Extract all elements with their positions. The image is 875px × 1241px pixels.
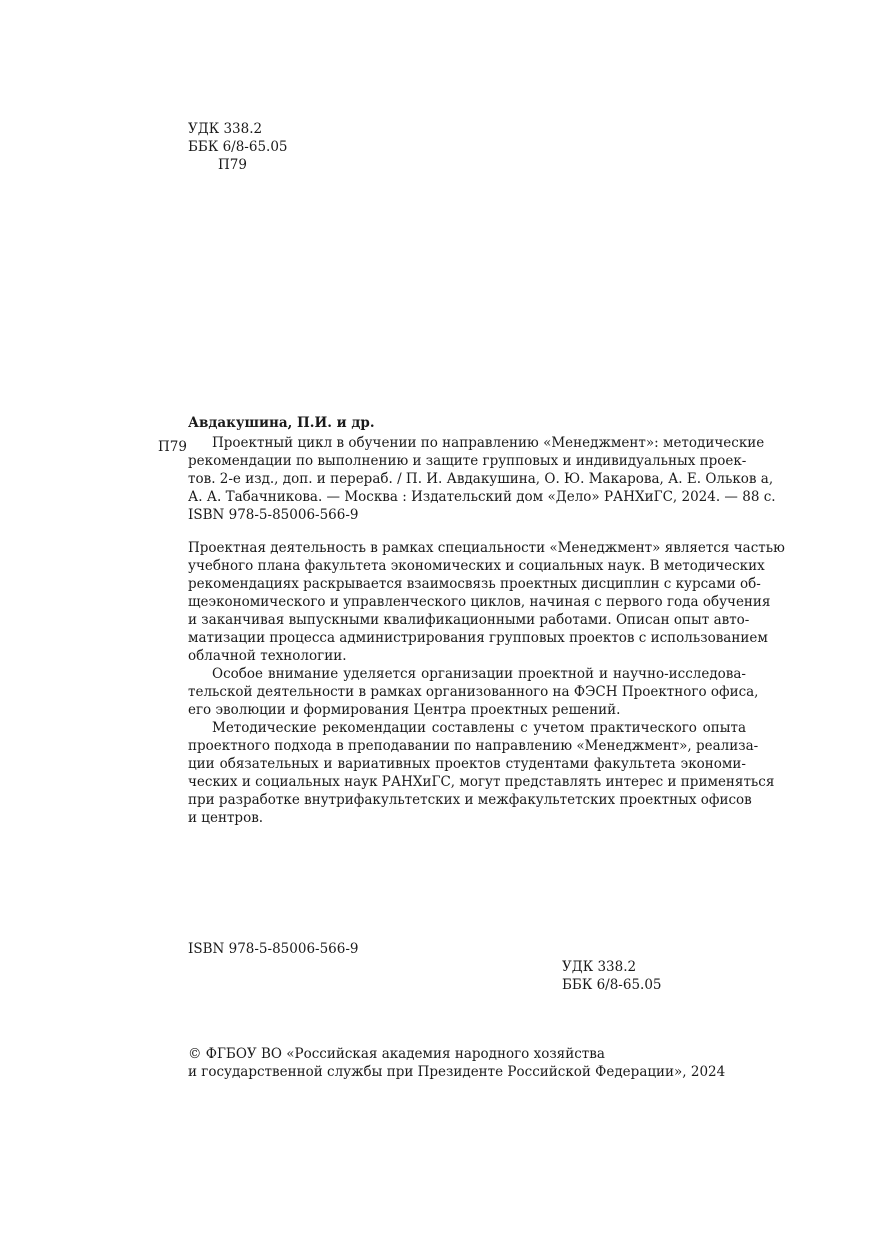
abstract-line: при разработке внутрифакультетских и межфакультетских проектных офисов [188, 792, 752, 808]
abstract-line: ции обязательных и вариативных проектов студентами факультета экономи- [188, 756, 746, 772]
bottom-classification-codes [562, 958, 662, 994]
abstract-line: тельской деятельности в рамках организованного на ФЭСН Проектного офиса, [188, 684, 759, 700]
udk-code-bottom: УДК 338.2 [562, 959, 637, 975]
bbk-code: ББК 6/8-65.05 [188, 139, 288, 155]
abstract-line: Особое внимание уделяется организации проектной и научно-исследова- [212, 666, 746, 682]
abstract-paragraph-2 [188, 665, 759, 719]
abstract-line: щеэкономического и управленческого циклов, начиная с первого года обучения [188, 594, 771, 610]
copyright-notice [188, 1045, 725, 1081]
bibliographic-description [188, 434, 776, 524]
abstract-line: матизации процесса администрирования групповых проектов с использованием [188, 630, 768, 646]
abstract [188, 539, 785, 827]
author-sign: П79 [218, 157, 247, 173]
abstract-line: и заканчивая выпускными квалификационными работами. Описан опыт авто- [188, 612, 750, 628]
copyright-line-2: и государственной службы при Президенте Российской Федерации», 2024 [188, 1064, 726, 1080]
copyright-line-1: © ФГБОУ ВО «Российская академия народного хозяйства [188, 1046, 605, 1062]
abstract-line: облачной технологии. [188, 648, 347, 664]
abstract-paragraph-1 [188, 539, 785, 665]
abstract-line: ческих и социальных наук РАНХиГС, могут представлять интерес и применяться [188, 774, 775, 790]
top-classification-codes [188, 120, 288, 174]
biblio-line: А. А. Табачникова. — Москва : Издательский дом «Дело» РАНХиГС, 2024. — 88 с. [188, 489, 776, 505]
isbn-bottom: ISBN 978-5-85006-566-9 [188, 941, 359, 957]
abstract-line: Методические рекомендации составлены с учетом практического опыта [212, 720, 746, 736]
margin-author-sign: П79 [158, 439, 187, 455]
abstract-line: проектного подхода в преподавании по направлению «Менеджмент», реализа- [188, 738, 759, 754]
abstract-line: рекомендациях раскрывается взаимосвязь проектных дисциплин с курсами об- [188, 576, 761, 592]
abstract-line: его эволюции и формирования Центра проектных решений. [188, 702, 621, 718]
abstract-line: Проектная деятельность в рамках специальности «Менеджмент» является частью [188, 540, 785, 556]
abstract-line: и центров. [188, 810, 264, 826]
abstract-line: учебного плана факультета экономических и социальных наук. В методических [188, 558, 765, 574]
biblio-line: рекомендации по выполнению и защите групповых и индивидуальных проек- [188, 453, 747, 469]
biblio-line: Проектный цикл в обучении по направлению «Менеджмент»: методические [212, 435, 765, 451]
author-heading: Авдакушина, П.И. и др. [188, 415, 375, 431]
biblio-isbn: ISBN 978-5-85006-566-9 [188, 507, 359, 523]
udk-code: УДК 338.2 [188, 121, 263, 137]
bbk-code-bottom: ББК 6/8-65.05 [562, 977, 662, 993]
biblio-line: тов. 2-е изд., доп. и перераб. / П. И. Авдакушина, О. Ю. Макарова, А. Е. Ольков а, [188, 471, 774, 487]
abstract-paragraph-3 [188, 719, 775, 827]
